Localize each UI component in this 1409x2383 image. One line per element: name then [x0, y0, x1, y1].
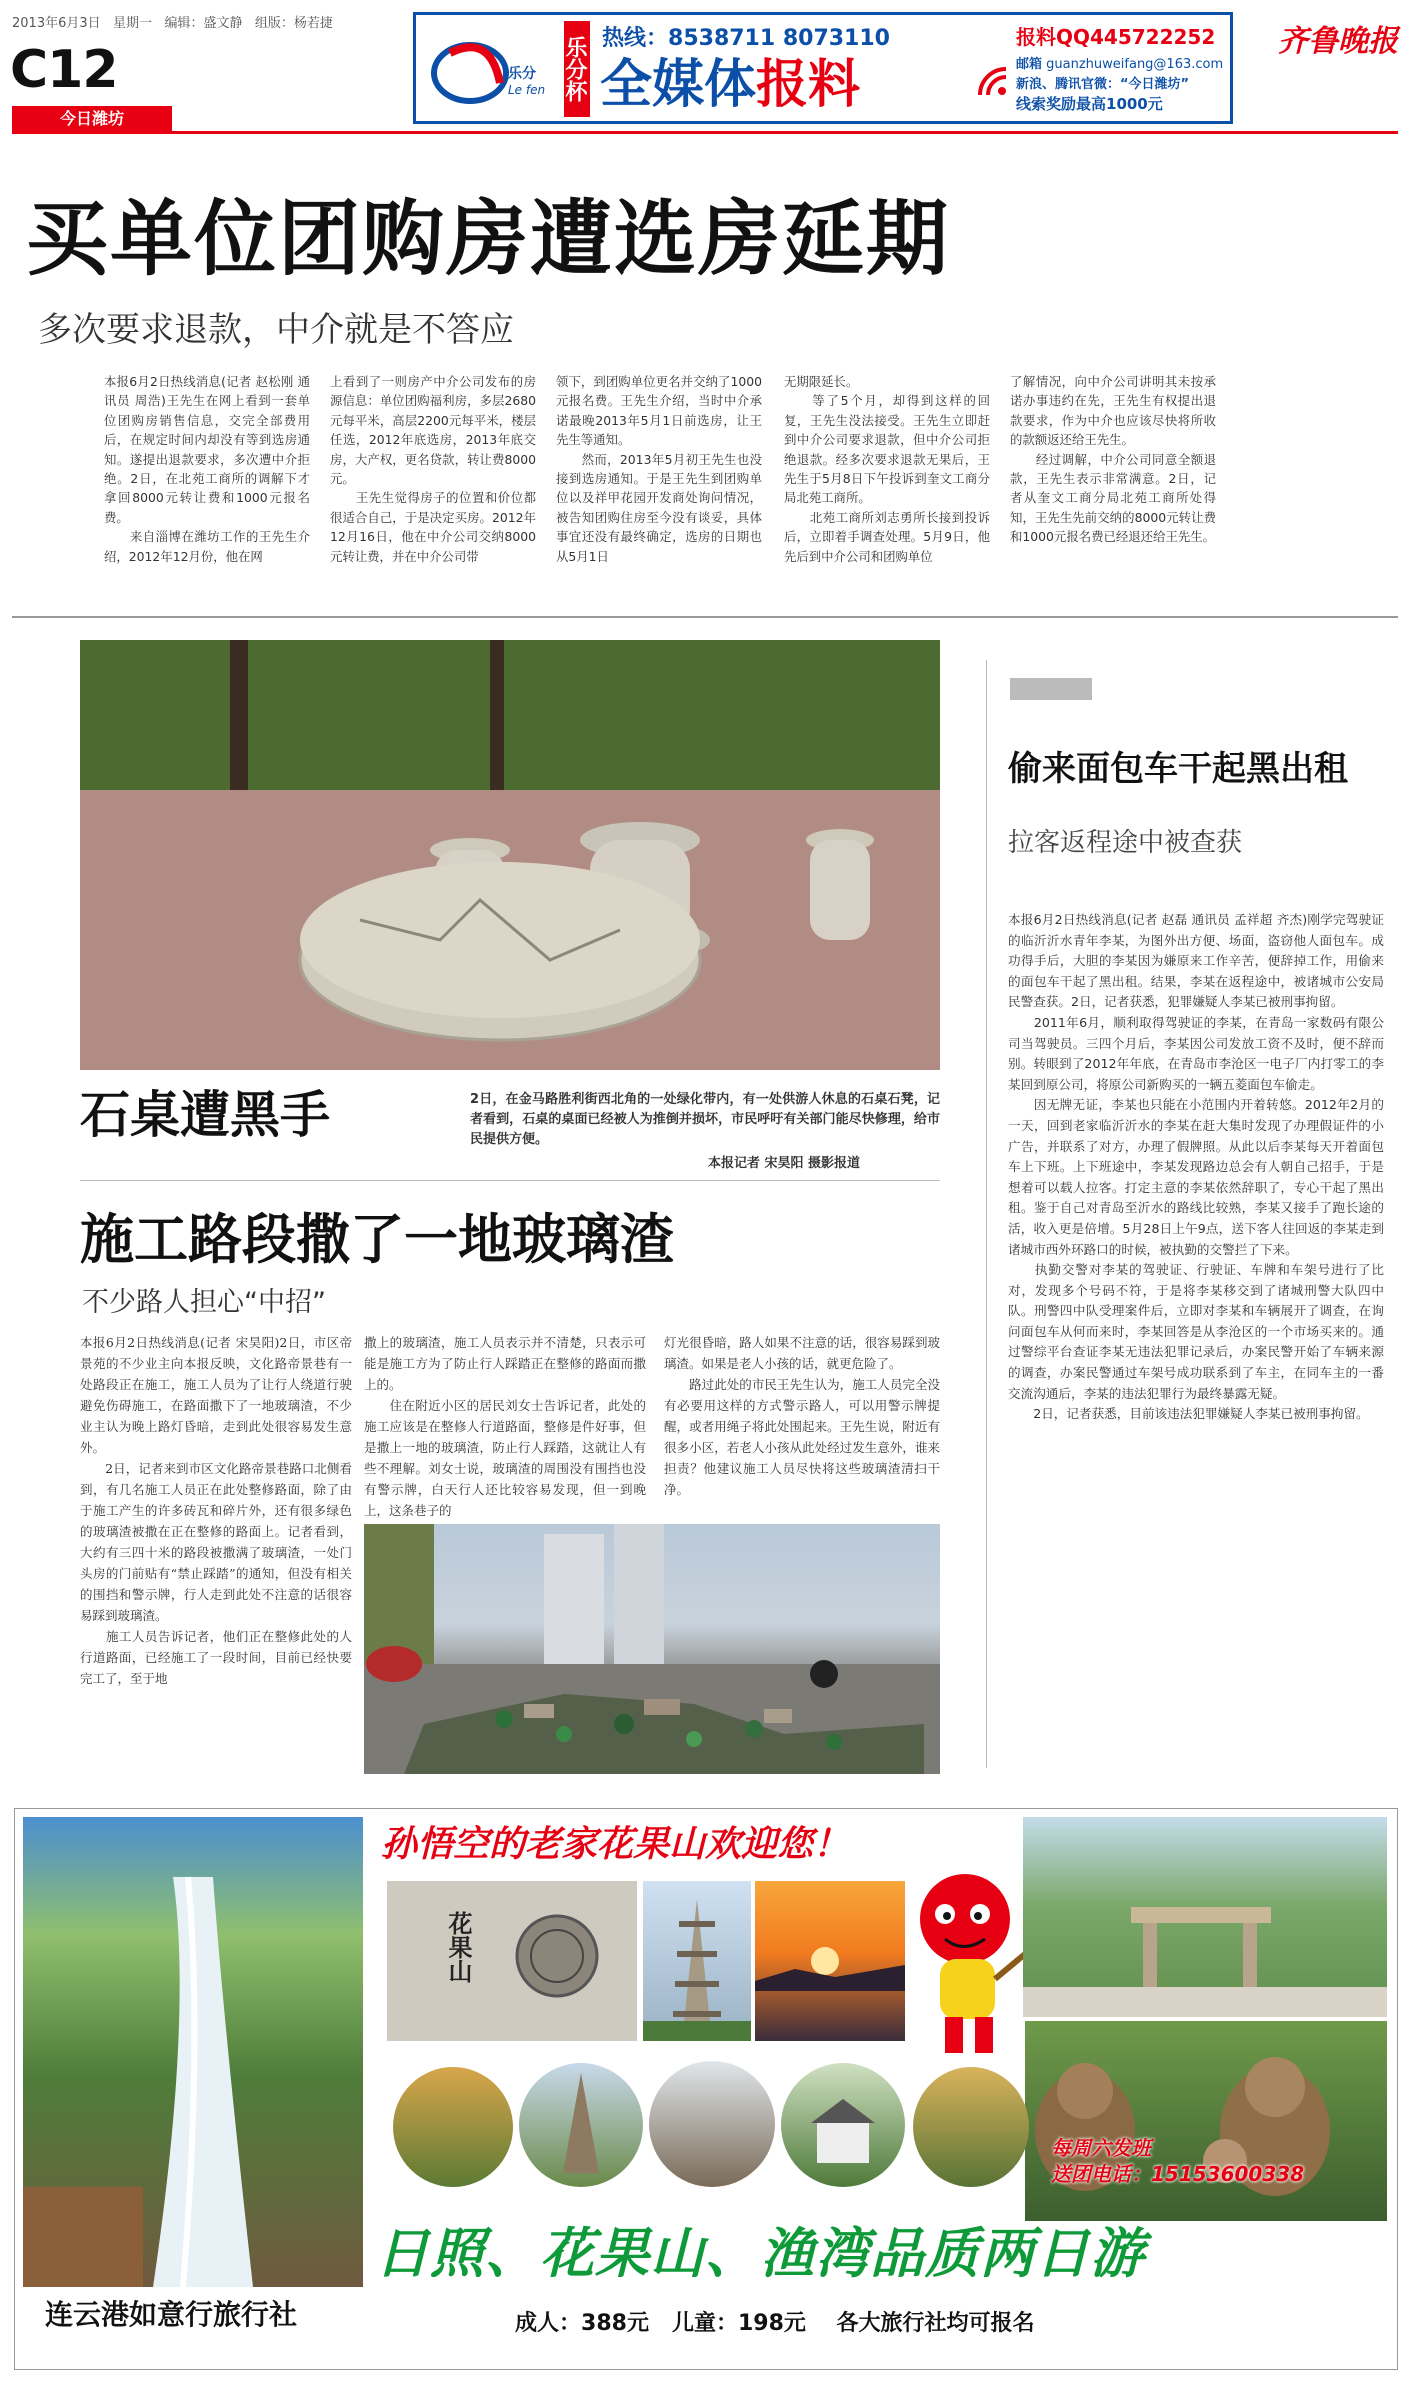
thumb-strip	[387, 2057, 1017, 2207]
thumb-forest	[913, 2067, 1029, 2187]
layout-editor: 组版：杨若捷	[254, 16, 333, 31]
lead-bottom-rule	[12, 616, 1398, 618]
thumb-pagoda-art	[519, 2063, 643, 2187]
child-price: 198元	[737, 2311, 806, 2336]
glass-col1: 本报6月2日热线消息(记者 宋昊阳)2日，市区帝景苑的不少业主向本报反映，文化路帝景巷有一处路段正在施工，施工人员为了让行人绕道行驶避免伤碍施工，在路面撒下了一地玻璃渣，不少业主认为晚上路灯昏暗，走到此处很容易发生意外。 2日，记者来到市区文化路帝景巷路口北侧看到，有几名施工人员正在此处整修路面，除了由于施工产生的许多砖瓦和碎片外，还有很多绿色的玻璃渣被撒在正在整修的路面上。记者看到，大约有三四十米的路段被撒满了玻璃渣，一处门头房的门前贴有“禁止踩踏”的通知，但没有相关的围挡和警示牌，行人走到此处不注意的话很容易踩到玻璃渣。 施工人员告诉记者，他们正在整修此处的人行道路面，已经施工了一段时间，目前已经快要完工了，至于地	[80, 1335, 352, 1686]
ad-prices	[515, 2309, 1035, 2339]
glass-col3: 灯光很昏暗，路人如果不注意的话，很容易踩到玻璃渣。如果是老人小孩的话，就更危险了。 路过此处的市民王先生认为，施工人员完全没有必要用这样的方式警示路人，可以用警示牌提醒，或者用绳子将此处围起来。王先生说，附近有很多小区，若老人小孩从此处经过发生意外，谁来担责？他建议施工人员尽快将这些玻璃渣清扫干净。	[664, 1335, 940, 1497]
lead-column: 上看到了一则房产中介公司发布的房源信息：单位团购福利房，多层2680元每平米，高层2200元每平米，楼层任选，2012年底选房，2013年底交房，大产权，更名贷款，转让费8000元。 王先生觉得房子的位置和价位都很适合自己，于是决定买房。2012年12月16日，他在中介公司交纳8000元转让费，并在中介公司带	[330, 374, 536, 564]
header-meta	[12, 12, 333, 31]
sunset-art	[755, 1881, 905, 2041]
pagoda-art	[643, 1881, 751, 2041]
tour-ad[interactable]	[14, 1808, 1398, 2370]
banner-email	[1016, 53, 1223, 72]
side-body: 本报6月2日热线消息(记者 赵磊 通讯员 孟祥超 齐杰)刚学完驾驶证的临沂沂水青年李某，为图外出方便、场面，盗窃他人面包车。成功得手后，大胆的李某因为嫌原来工作辛苦，便辞掉工作，用偷来的面包车干起了黑出租。结果，李某在返程途中，被诸城市公安局民警查获。2日，记者获悉，犯罪嫌疑人李某已被刑事拘留。 2011年6月，顺利取得驾驶证的李某，在青岛一家数码有限公司当驾驶员。三四个月后，李某因公司发放工资不及时，便不辞而别。转眼到了2012年年底，在青岛市李沧区一电子厂内打零工的李某回到原公司，将原公司新购买的一辆五菱面包车偷走。 因无牌无证，李某也只能在小范围内开着转悠。2012年2月的一天，回到老家临沂沂水的李某在赶大集时发现了办理假证件的小广告，并联系了对方，办理了假牌照。从此以后李某每天开着面包车上下班。上下班途中，李某发现路边总会有人朝自己招手，于是想着可以载人拉客。打定主意的李某依然辞职了，专心干起了黑出租。鉴于自己对青岛至沂水的路线比较熟，李某又接手了跑长途的活，收入更是倍增。5月28日上午9点，送下客人往回返的李某走到诸城市西外环路口的时候，被执勤的交警拦了下来。 执勤交警对李某的驾驶证、行驶证、车牌和车架号进行了比对，发现多个号码不符，于是将李某移交到了诸城刑警大队四中队。刑警四中队受理案件后，立即对李某和车辆展开了调查，在询问面包车从何而来时，李某回答是从李沧区的一个市场买来的。通过警综平台查证李某无违法犯罪记录后，办案民警开始了车辆来源的调查，办案民警通过车架号成功联系到了车主，在同车主的一番交流沟通后，李某的违法犯罪行为最终暴露无疑。 2日，记者获悉，目前该违法犯罪嫌疑人李某已被刑事拘留。	[1008, 912, 1384, 1422]
side-story-marker	[1010, 678, 1092, 700]
sunset-photo	[755, 1881, 905, 2041]
qq-label: 报料QQ	[1016, 25, 1091, 49]
pagoda-photo	[643, 1881, 751, 2041]
waterfall-photo	[23, 1817, 363, 2287]
thumb-hall-art	[781, 2063, 905, 2187]
stone-table-photo-art	[80, 640, 940, 1070]
column-rule	[986, 660, 987, 1768]
signal-icon	[976, 65, 1016, 99]
logo-pinyin: 乐分	[508, 66, 536, 82]
lead-column: 领下，到团购单位更名并交纳了1000元报名费。王先生介绍，当时中介承诺最晚2013年5月1日前选房，让王先生等通知。 然而，2013年5月初王先生也没接到选房通知。于是王先生到团购单位以及祥甲花园开发商处询问情况，被告知团购住房至今没有谈妥，具体事宜还没有最终确定，选房的日期也从5月1日	[556, 374, 762, 564]
park-gate-photo	[1023, 1817, 1387, 2017]
banner-logo	[430, 23, 560, 115]
glass-photo-art	[364, 1524, 940, 1774]
side-headline: 偷来面包车干起黑出租	[1008, 749, 1348, 789]
weekday: 星期一	[113, 16, 153, 31]
banner-brand: 乐分杯	[564, 21, 590, 117]
logo-en: Le fen	[508, 83, 546, 97]
ad-agency: 连云港如意行旅行社	[45, 2298, 298, 2331]
email-label: 邮箱	[1016, 57, 1043, 72]
phone-label: 送团电话：	[1051, 2162, 1151, 2186]
child-price-label: 儿童：	[671, 2311, 738, 2336]
glass-subhead: 不少路人担心“中招”	[82, 1287, 326, 1318]
adult-price: 388元	[581, 2311, 649, 2336]
issue-date: 2013年6月3日	[12, 16, 101, 31]
banner-reward: 线索奖励最高1000元	[1016, 95, 1163, 113]
monkeys-photo	[1025, 2021, 1387, 2221]
slogan-part1: 全媒体	[600, 55, 757, 115]
banner-hotline	[602, 21, 890, 52]
page-number: C12	[10, 40, 118, 100]
qq-number: 445722252	[1090, 25, 1216, 49]
photo-caption: 2日，在金马路胜利街西北角的一处绿化带内，有一处供游人休息的石桌石凳，记者看到，石桌的桌面已经被人为推倒并损坏，市民呼吁有关部门能尽快修理，给市民提供方便。	[470, 1092, 940, 1147]
section-tag[interactable]: 今日潍坊	[12, 106, 172, 132]
side-subhead: 拉客返程途中被查获	[1008, 828, 1243, 858]
ad-weekly: 每周六发班	[1051, 2136, 1151, 2160]
ad-phone	[1051, 2161, 1304, 2187]
glass-col2: 撒上的玻璃渣，施工人员表示并不清楚，只表示可能是施工方为了防止行人踩踏正在整修的路面而撒上的。 住在附近小区的居民刘女士告诉记者，此处的施工应该是在整修人行道路面，整修是件好事，但是撒上一地的玻璃渣，防止行人踩踏，这就让人有些不理解。刘女士说，玻璃渣的周围没有围挡也没有警示牌，白天行人还比较容易发现，但一到晚上，这条巷子的	[364, 1335, 646, 1518]
stone-table-photo	[80, 640, 940, 1070]
adult-price-label: 成人：	[515, 2311, 582, 2336]
lead-subhead: 多次要求退款，中介就是不答应	[38, 310, 514, 350]
thumb-rock	[649, 2061, 775, 2187]
ad-route: 日照、花果山、渔湾品质两日游	[375, 2222, 1145, 2285]
thumb-tree	[393, 2067, 513, 2187]
lefen-logo-icon	[430, 23, 560, 115]
hotline-numbers: 8538711 8073110	[668, 26, 890, 51]
thumb-hall	[781, 2063, 905, 2187]
photo-story-title: 石桌遭黑手	[80, 1086, 330, 1144]
thumb-pagoda	[519, 2063, 643, 2187]
seal-icon	[507, 1911, 627, 2011]
glass-headline: 施工路段撒了一地玻璃渣	[80, 1208, 674, 1271]
lead-column: 了解情况，向中介公司讲明其未按承诺办事违约在先，王先生有权提出退款要求，作为中介也应该尽快将所收的款额返还给王先生。 经过调解，中介公司同意全额退款，王先生表示非常满意。2日，记者从奎文工商分局北苑工商所处得知，王先生先前交纳的8000元转让费和1000元报名费已经退还给王先生。	[1010, 374, 1216, 545]
banner-ad[interactable]	[413, 12, 1233, 124]
photo-credit: 本报记者 宋昊阳 摄影报道	[708, 1156, 861, 1171]
header-rule	[12, 131, 1398, 134]
monkeys-art	[1025, 2021, 1387, 2221]
lead-column: 无期限延长。 等了5个月，却得到这样的回复，王先生没法接受。王先生立即赶到中介公司要求退款，但中介公司拒绝退款。经多次要求退款无果后，王先生于5月8日下午投诉到奎文工商分局北苑工商所。 北苑工商所刘志勇所长接到投诉后，立即着手调查处理。5月9日，他先后到中介公司和团购单位	[784, 374, 990, 564]
phone-number: 15153600338	[1151, 2162, 1305, 2186]
glass-photo	[364, 1524, 940, 1774]
lead-headline: 买单位团购房遭选房延期	[26, 192, 951, 287]
stone-book-text: 花果山	[444, 1911, 472, 1983]
slogan-part2: 报料	[756, 55, 861, 115]
ad-note: 各大旅行社均可报名	[836, 2311, 1035, 2336]
paper-masthead: 齐鲁晚报	[1278, 24, 1398, 59]
banner-weibo: 新浪、腾讯官微：“今日潍坊”	[1016, 77, 1190, 92]
photo-divider	[80, 1180, 940, 1181]
lead-column: 本报6月2日热线消息(记者 赵松刚 通讯员 周浩)王先生在网上看到一套单位团购房销售信息，交完全部费用后，在规定时间内却没有等到选房通知。遂提出退款要求，多次遭中介拒绝。2日，在北苑工商所的调解下才拿回8000元转让费和1000元报名费。 来自淄博在潍坊工作的王先生介绍，2012年12月份，他在网	[104, 374, 310, 564]
hotline-label: 热线：	[602, 26, 669, 51]
banner-qq	[1016, 21, 1215, 50]
park-gate-art	[1023, 1817, 1387, 2017]
ad-title: 孙悟空的老家花果山欢迎您！	[381, 1823, 850, 1865]
email-address: guanzhuweifang@163.com	[1046, 57, 1224, 72]
editor: 编辑：盛文静	[164, 16, 243, 31]
stone-book-photo	[387, 1881, 637, 2041]
banner-slogan	[600, 53, 860, 117]
waterfall-art	[23, 1817, 363, 2287]
